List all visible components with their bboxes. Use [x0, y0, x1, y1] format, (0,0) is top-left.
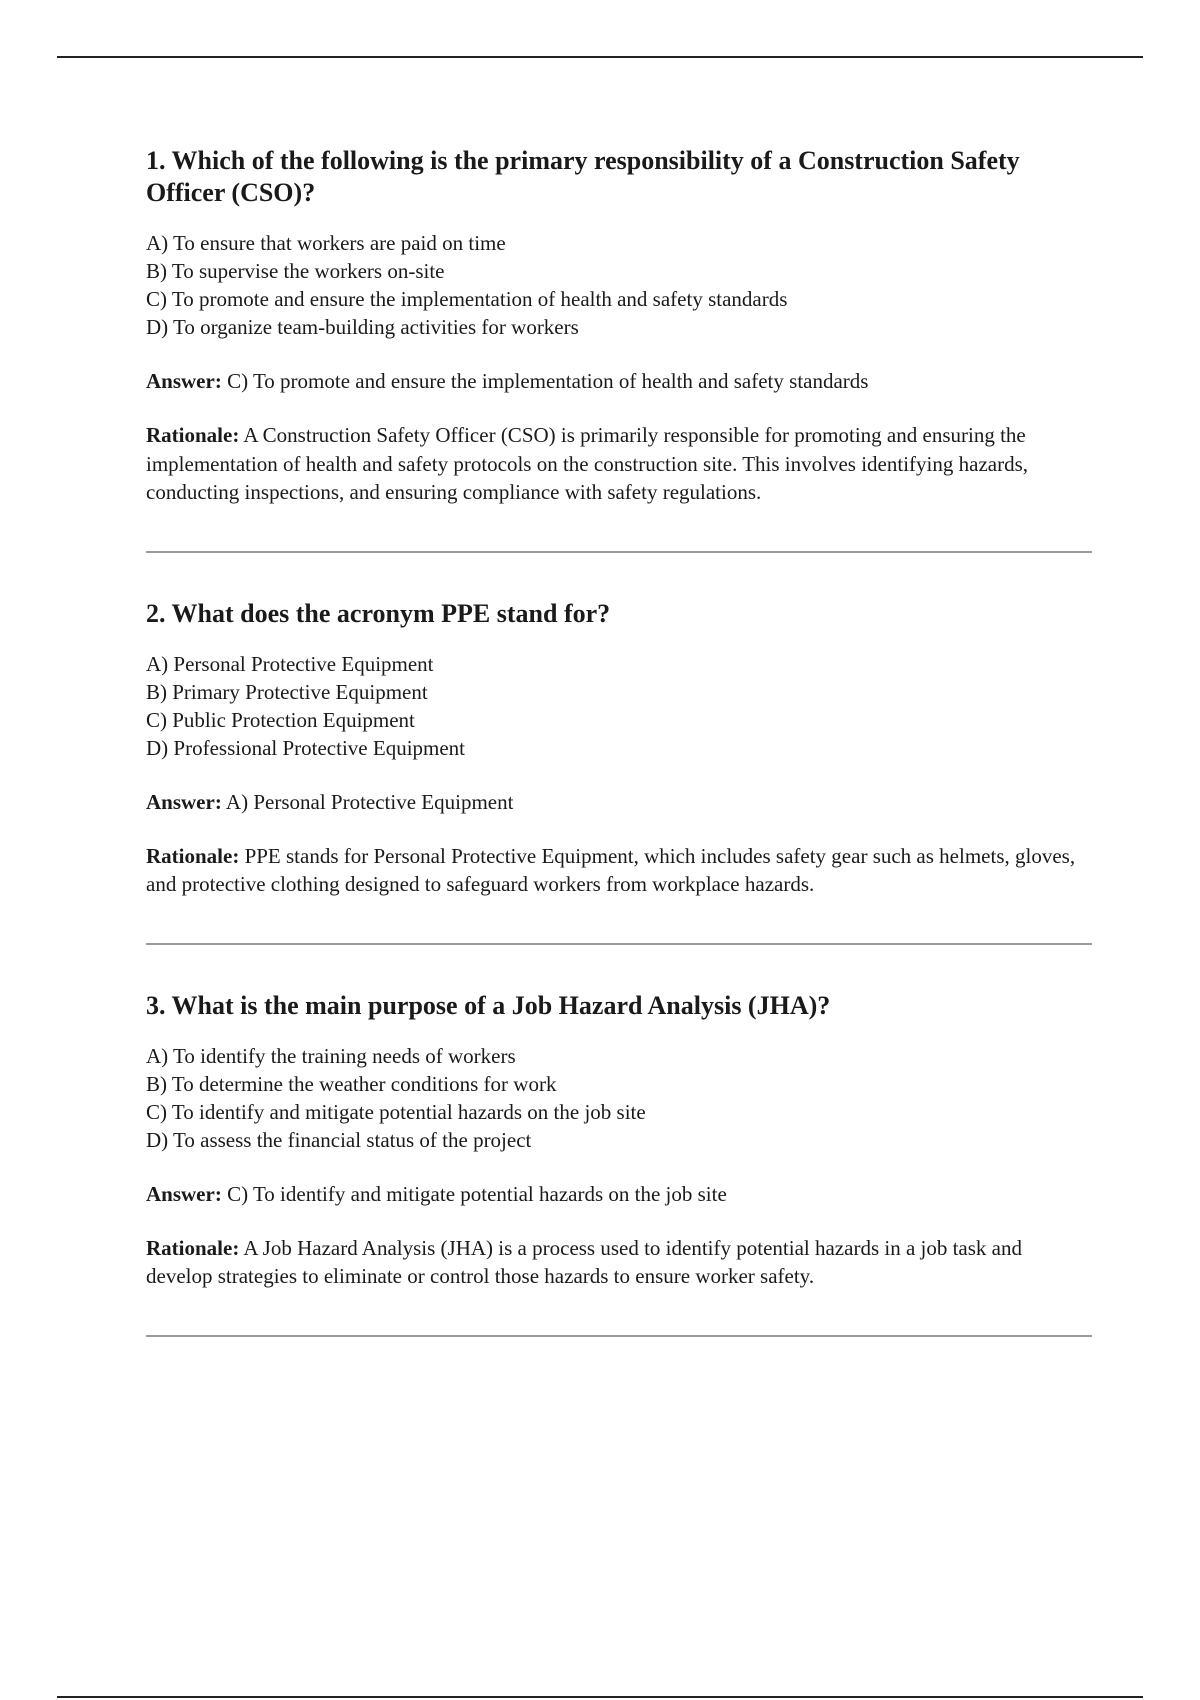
option-list — [146, 650, 1092, 762]
question-title: 2. What does the acronym PPE stand for? — [146, 598, 611, 628]
rationale-label: Rationale: — [146, 843, 240, 868]
question-3 — [146, 990, 1092, 1291]
option-d: D) To organize team-building activities for workers — [146, 315, 579, 339]
option-b: B) To supervise the workers on-site — [146, 259, 445, 283]
question-title: 3. What is the main purpose of a Job Hazard Analysis (JHA)? — [146, 990, 831, 1020]
rationale-text: A Construction Safety Officer (CSO) is primarily responsible for promoting and ensuring the implementation of health and safety protocols on the construction site. This involves identifying hazards, conducting inspections, and ensuring compliance with safety regulations. — [146, 423, 1028, 504]
option-a: A) Personal Protective Equipment — [146, 651, 434, 676]
answer-label: Answer: — [146, 789, 222, 814]
option-b: B) To determine the weather conditions for work — [146, 1071, 557, 1096]
answer-text: C) To promote and ensure the implementation of health and safety standards — [221, 369, 869, 393]
option-c: C) To identify and mitigate potential hazards on the job site — [146, 1099, 646, 1124]
question-title: 1. Which of the following is the primary responsibility of a Construction Safety Officer (CSO)? — [146, 146, 1020, 207]
rationale — [146, 842, 1092, 899]
option-d: D) Professional Protective Equipment — [146, 735, 466, 760]
option-a: A) To ensure that workers are paid on time — [146, 231, 506, 255]
answer — [146, 1180, 1092, 1208]
option-list — [146, 229, 1092, 341]
question-separator — [146, 551, 1092, 553]
question-2 — [146, 598, 1092, 899]
answer — [146, 788, 1092, 816]
rationale — [146, 421, 1092, 507]
rationale — [146, 1234, 1092, 1291]
option-list — [146, 1042, 1092, 1154]
option-a: A) To identify the training needs of workers — [146, 1043, 516, 1068]
page-top-rule — [57, 56, 1143, 58]
question-1 — [146, 145, 1092, 507]
rationale-text: A Job Hazard Analysis (JHA) is a process used to identify potential hazards in a job task and develop strategies to eliminate or control those hazards to ensure worker safety. — [146, 1235, 1022, 1288]
answer-label: Answer: — [146, 369, 222, 393]
rationale-label: Rationale: — [146, 1235, 240, 1260]
option-b: B) Primary Protective Equipment — [146, 679, 428, 704]
question-separator — [146, 943, 1092, 945]
answer — [146, 367, 1092, 395]
answer-label: Answer: — [146, 1181, 222, 1206]
page-bottom-rule — [57, 1696, 1143, 1698]
option-c: C) To promote and ensure the implementation of health and safety standards — [146, 287, 788, 311]
answer-text: C) To identify and mitigate potential hazards on the job site — [221, 1181, 727, 1206]
option-c: C) Public Protection Equipment — [146, 707, 415, 732]
rationale-label: Rationale: — [146, 423, 240, 447]
answer-text: A) Personal Protective Equipment — [221, 789, 514, 814]
rationale-text: PPE stands for Personal Protective Equipment, which includes safety gear such as helmets, gloves, and protective clothing designed to safeguard workers from workplace hazards. — [146, 843, 1076, 896]
question-separator — [146, 1335, 1092, 1337]
option-d: D) To assess the financial status of the project — [146, 1127, 532, 1152]
document-body — [146, 145, 1092, 1382]
